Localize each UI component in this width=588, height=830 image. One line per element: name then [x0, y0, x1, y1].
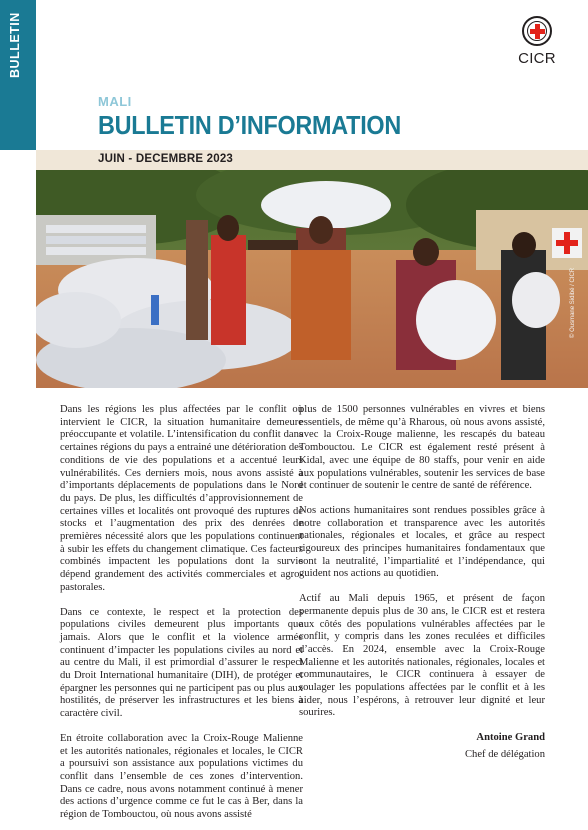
- paragraph: plus de 1500 personnes vulnérables en vivres et biens essentiels, de même qu’à Rharous, où nous avons assisté, avec la Croix-Rouge malienne, les rescapés du bateau Tombouctou. Le CICR est également resté présent à Kidal, avec une équipe de 80 staffs, pour venir en aide aux populations vulnérables, soutenir les services de base et continuer de soutenir le centre de santé de référence.: [299, 404, 545, 492]
- paragraph: Dans ce contexte, le respect et la protection des populations civiles demeurent plus importants que jamais. Alors que le conflit et la violence armée continuent d’impacter les populations civiles au nord et au centre du Mali, il est primordial d’assurer le respect du Droit International humanitaire (DIH), de protéger et épargner les personnes qui ne participent pas ou plus aux hostilités, de préserver les infrastructures et les biens à caractère civil.: [60, 606, 303, 720]
- sidebar-band: [0, 0, 36, 150]
- logo-text: CICR: [518, 50, 556, 67]
- signature-block: [299, 732, 545, 761]
- paragraph: Actif au Mali depuis 1965, et présent de façon permanente depuis plus de 30 ans, le CICR est et restera aux côtés des populations vulnérables affectées par le conflit, y compris dans les zones reculées et difficiles d’accès. En 2024, ensemble avec la Croix-Rouge Malienne et les autorités nationales, régionales, locales et communautaires, le CICR continuera à essayer de soulager les populations affectées par le conflit et à les aider, nous l’espérons, à retrouver leur dignité et leur sourires.: [299, 593, 545, 719]
- article-right-column: [299, 404, 545, 767]
- signature-role: Chef de délégation: [464, 748, 545, 760]
- signature-name: Antoine Grand: [476, 732, 545, 744]
- paragraph: Dans les régions les plus affectées par le conflit où intervient le CICR, la situation humanitaire demeure préoccupante et volatile. L’intensification du conflit dans certaines régions du pays a entrainé une détérioration des conditions de vie des populations et a accentué leurs vulnérabilités. Ces derniers mois, nous avons assisté à d’importants déplacements de populations dans le Nord du pays. De plus, les difficultés d’approvisionnement de certaines villes et localités ont provoqué des ruptures de stocks et l’augmentation des prix des denrées de premières nécessité alors que les populations continuent à subir les effets du changement climatique. Ces facteurs combinés impactent les populations dont la survie dépend grandement des activités commerciales et agro-pastorales.: [60, 404, 303, 593]
- cicr-logo: [516, 16, 558, 67]
- red-cross-emblem-icon: [522, 16, 552, 46]
- photo-credit: © Ousmane Sidibé / CICR: [570, 267, 576, 338]
- page-title: BULLETIN D’INFORMATION: [98, 110, 401, 140]
- humanitarian-distribution-photo: [36, 170, 588, 388]
- article-left-column: [60, 404, 303, 830]
- date-band: [36, 150, 588, 170]
- country-kicker: MALI: [98, 94, 132, 109]
- paragraph: En étroite collaboration avec la Croix-Rouge Malienne et les autorités nationales, régionales et locales, le CICR a poursuivi son assistance aux populations victimes du conflit dans l’ensemble de ces zones d’intervention. Dans ce cadre, nous avons notamment continué à mener des actions d’urgence comme ce fut le cas à Ber, dans la région de Tombouctou, où nous avons assisté: [60, 732, 303, 821]
- bulletin-date: JUIN - DECEMBRE 2023: [98, 153, 234, 165]
- paragraph: Nos actions humanitaires sont rendues possibles grâce à notre collaboration et transparence avec les autorités nationales, régionales et locales, et grâce au respect rigoureux des principes humanitaires fondamentaux que sont la neutralité, l’impartialité et l’indépendance, qui guident nos actions au quotidien.: [299, 504, 545, 580]
- sidebar-label: BULLETIN: [8, 12, 22, 78]
